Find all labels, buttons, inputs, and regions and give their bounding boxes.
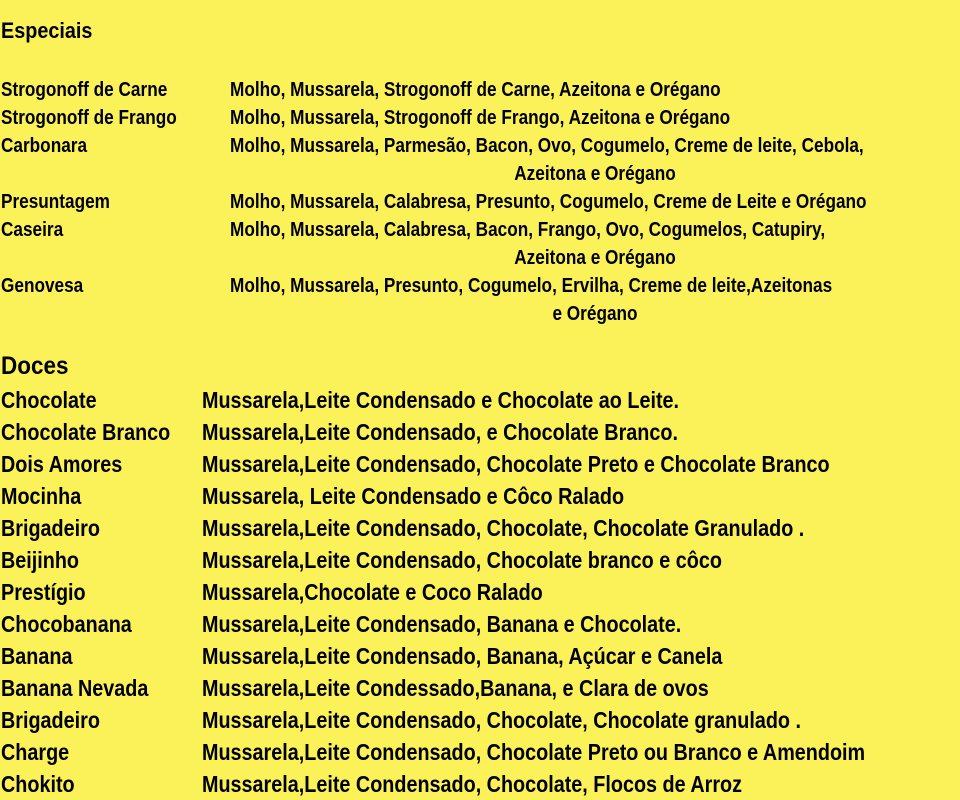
item-name: Brigadeiro — [1, 515, 100, 541]
item-description: Mussarela,Chocolate e Coco Ralado — [202, 579, 543, 605]
item-name: Charge — [1, 739, 70, 765]
item-name: Genovesa — [1, 275, 84, 297]
item-description: Molho, Mussarela, Strogonoff de Frango, Azeitona e Orégano — [230, 107, 731, 129]
item-name: Beijinho — [1, 547, 80, 573]
section-title-doces: Doces — [1, 352, 69, 380]
item-description: Molho, Mussarela, Calabresa, Presunto, Cogumelo, Creme de Leite e Orégano — [230, 191, 867, 213]
item-description: Mussarela,Leite Condensado, Chocolate, Flocos de Arroz — [202, 771, 743, 797]
item-name: Strogonoff de Frango — [1, 107, 177, 129]
item-name: Mocinha — [1, 483, 82, 509]
item-name: Strogonoff de Carne — [1, 79, 168, 101]
item-description: Mussarela,Leite Condensado, Chocolate, Chocolate granulado . — [202, 707, 802, 733]
item-description: Mussarela,Leite Condensado, Banana, Açúcar e Canela — [202, 643, 723, 669]
item-description: Mussarela,Leite Condessado,Banana, e Clara de ovos — [202, 675, 709, 701]
item-name: Chocolate — [1, 387, 97, 413]
item-name: Chocolate Branco — [1, 419, 171, 445]
item-description: Mussarela,Leite Condensado, Chocolate Preto e Chocolate Branco — [202, 451, 830, 477]
item-name: Presuntagem — [1, 191, 110, 213]
item-name: Banana — [1, 643, 73, 669]
item-description: Molho, Mussarela, Parmesão, Bacon, Ovo, Cogumelo, Creme de leite, Cebola, — [230, 135, 864, 157]
item-description: Mussarela, Leite Condensado e Côco Ralado — [202, 483, 625, 509]
item-description: Mussarela,Leite Condensado, Chocolate branco e côco — [202, 547, 722, 573]
item-name: Dois Amores — [1, 451, 123, 477]
item-name: Caseira — [1, 219, 64, 241]
item-name: Brigadeiro — [1, 707, 100, 733]
item-description: Mussarela,Leite Condensado, e Chocolate Branco. — [202, 419, 678, 445]
item-description-continued: Azeitona e Orégano — [514, 247, 676, 269]
item-description: Molho, Mussarela, Strogonoff de Carne, Azeitona e Orégano — [230, 79, 721, 101]
item-description-continued: Azeitona e Orégano — [514, 163, 676, 185]
item-description: Mussarela,Leite Condensado, Chocolate Preto ou Branco e Amendoim — [202, 739, 866, 765]
item-name: Chocobanana — [1, 611, 132, 637]
item-name: Prestígio — [1, 579, 86, 605]
item-description: Molho, Mussarela, Calabresa, Bacon, Frango, Ovo, Cogumelos, Catupiry, — [230, 219, 826, 241]
item-name: Banana Nevada — [1, 675, 149, 701]
item-description: Mussarela,Leite Condensado e Chocolate ao Leite. — [202, 387, 680, 413]
item-name: Carbonara — [1, 135, 88, 157]
item-description: Mussarela,Leite Condensado, Chocolate, Chocolate Granulado . — [202, 515, 805, 541]
item-description: Mussarela,Leite Condensado, Banana e Chocolate. — [202, 611, 682, 637]
item-description: Molho, Mussarela, Presunto, Cogumelo, Ervilha, Creme de leite,Azeitonas — [230, 275, 833, 297]
item-name: Chokito — [1, 771, 75, 797]
section-title-especiais: Especiais — [1, 18, 93, 43]
item-description-continued: e Orégano — [552, 303, 638, 325]
